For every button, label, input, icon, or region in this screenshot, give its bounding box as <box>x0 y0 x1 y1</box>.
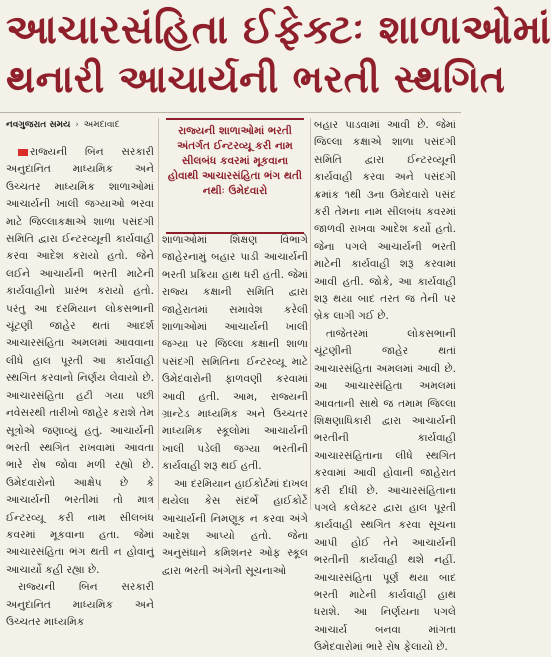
article-paragraph: આ દરમિયાન હાઈકોર્ટમાં દાખલ થયેલા કેસ સંદર્ભે હાઈકોર્ટે આચાર્યની નિમણૂક ન કરવા અંગે આદેશ આપ્યો હતો. જેના અનુસંધાને કમિશનર ઓફ સ્કૂલ દ્વારા ભરતી અંગેની સૂચનાઓ <box>162 477 308 577</box>
article-paragraph: તાજેતરમાં લોકસભાની ચૂંટણીની જાહેર થતાં આચારસંહિતા અમલમાં આવી છે. આ આચારસંહિતા અમલમાં આવતાની સાથે જ તમામ જિલ્લા શિક્ષણાધિકારી દ્વારા આચાર્યની ભરતીની કાર્યવાહી આચારસંહિતાના લીધે સ્થગિત કરવામાં આવી હોવાની જાહેરાત કરી દીધી છે. આચારસંહિતાના પગલે કલેક્ટર દ્વારા હાલ પૂરતી કાર્યવાહી સ્થગિત કરવા સૂચના આપી હોઈ તેને આચાર્યની ભરતીની કાર્યવાહી થશે નહીં. આચારસંહિતા પૂર્ણ થયા બાદ ભરતી માટેની કાર્યવાહી હાથ ધરાશે. આ નિર્ણયના પગલે આચાર્ય બનવા માંગતા ઉમેદવારોમાં ભારે રોષ ફેલાયો છે. <box>314 327 456 654</box>
article-column-left <box>6 144 154 628</box>
byline-separator: › <box>75 120 79 130</box>
article-paragraph: રાજ્યની બિન સરકારી અનુદાનિત માધ્યમિક અને ઉચ્ચતર માધ્યમિક <box>6 581 154 628</box>
article-column-right <box>314 117 456 654</box>
paragraph-text: રાજ્યની બિન સરકારી અનુદાનિત માધ્યમિક અને ઉચ્ચતર માધ્યમિક શાળાઓમાં આચાર્યની ખાલી જગ્યાઓ ભરવા માટે જિલ્લાકક્ષાએ શાળા પસંદગી સમિતિ દ્વારા ઈન્ટરવ્યૂની કાર્યવાહી કરવા આદેશ કરાયો હતો. જેને લઈને આચાર્યની ભરતી માટેની કાર્યવાહીનો પ્રારંભ કરાયો હતો. પરંતુ આ દરમિયાન લોકસભાની ચૂંટણી જાહેર થતાં આદર્શ આચારસંહિતા અમલમાં આવવાના લીધે હાલ પૂરતી આ કાર્યવાહી સ્થગિત કરવાનો નિર્ણય લેવાયો છે. આચારસંહિતા હટી ગયા પછી નવેસરથી તારીખો જાહેર કરાશે તેમ સૂત્રોએ જણાવ્યું હતું. આચાર્યની ભરતી સ્થગિત રાખવામાં આવતા ભારે રોષ જોવા મળી રહ્યો છે. ઉમેદવારોનો આક્ષેપ છે કે આચાર્યની ભરતીમાં તો માત્ર ઈન્ટરવ્યૂ કરી નામ સીલબંધ કવરમાં મૂકવાના હતા. જેમાં આચારસંહિતા ભંગ થતી ન હોવાનું આચાર્યો કહી રહ્યા છે. <box>6 146 154 576</box>
column-divider <box>158 118 159 510</box>
headline-line-1: આચારસંહિતા ઈફેક્ટઃ શાળાઓમાં <box>6 7 551 53</box>
article-column-middle <box>162 232 308 577</box>
article-paragraph: બહાર પાડવામાં આવી છે. જેમાં જિલ્લા કક્ષાએ શાળા પસંદગી સમિતિ દ્વારા ઈન્ટરવ્યૂની કાર્યવાહી કરવા અને પસંદગી ક્રમાંક ૧થી ૩ના ઉમેદવારો પસંદ કરી તેમના નામ સીલબંધ કવરમાં જાળવી રાખવા આદેશ કર્યો હતો. જેના પગલે આચાર્યની ભરતી માટેની કાર્યવાહી શરૂ કરવામાં આવી હતી. જોકે, આ કાર્યવાહી શરૂ થયા બાદ તરત જ તેની પર બ્રેક લાગી ગઈ છે. <box>314 119 456 323</box>
article-paragraph: શાળાઓમાં શિક્ષણ વિભાગે જાહેરનામું બહાર પાડી આચાર્યની ભરતી પ્રક્રિયા હાથ ધરી હતી. જેમાં રાજ્ય કક્ષાની સમિતિ દ્વારા જાહેરાતમાં સમાવેશ કરેલી શાળાઓમાં આચાર્યની ખાલી જગ્યા પર જિલ્લા કક્ષાની શાળા પસંદગી સમિતિના ઈન્ટરવ્યૂ માટે ઉમેદવારોની ફાળવણી કરવામાં આવી હતી. આમ, રાજ્યની ગ્રાન્ટેડ માધ્યમિક અને ઉચ્ચતર માધ્યમિક સ્કૂલોમાં આચાર્યની ખાલી પડેલી જગ્યા ભરતીની કાર્યવાહી શરૂ થઈ હતી. <box>162 234 308 473</box>
pull-quote: રાજ્યની શાળાઓમાં ભરતી અંતર્ગત ઈન્ટરવ્યૂ કરી નામ સીલબંધ કવરમાં મૂકવાના હોવાથી આચારસંહિતા ભંગ થતી નથીઃ ઉમેદવારો <box>166 118 304 234</box>
headline-line-2: થનારી આચાર્યની ભરતી સ્થગિત <box>6 57 506 101</box>
byline <box>6 119 120 131</box>
column-divider <box>310 118 311 510</box>
byline-location: અમદાવાદ <box>83 120 120 130</box>
headline-divider <box>0 112 461 113</box>
byline-source: નવગુજરાત સમય <box>6 120 71 130</box>
article-paragraph <box>6 144 154 579</box>
section-marker-icon <box>18 149 28 156</box>
